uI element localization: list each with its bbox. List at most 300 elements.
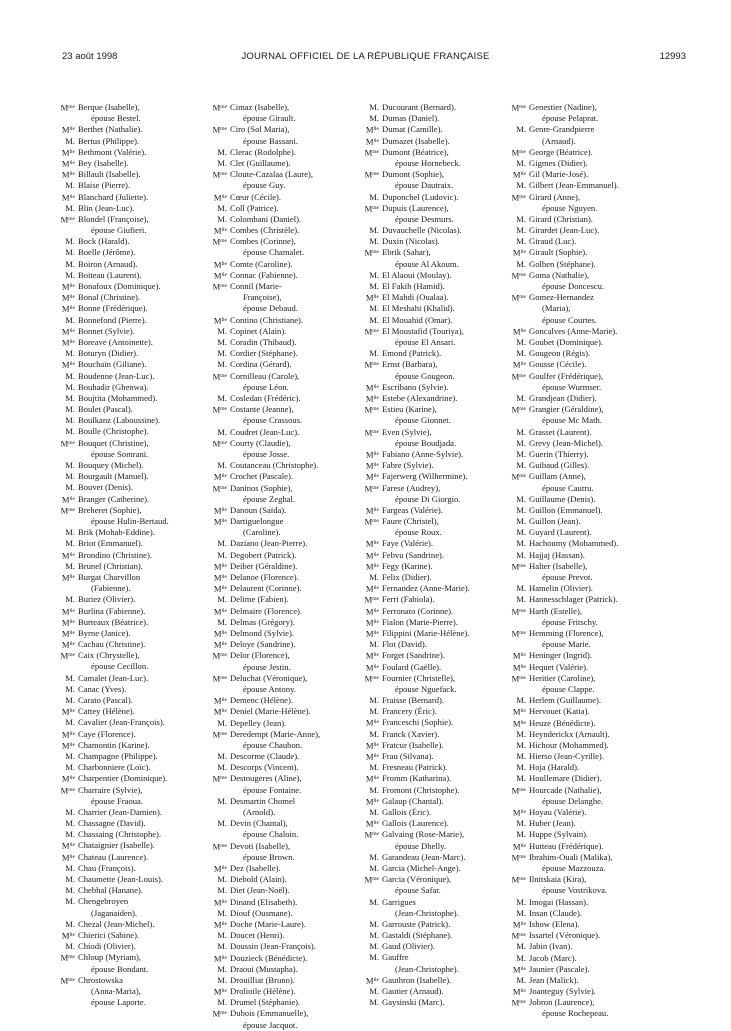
civility-suffix: me bbox=[372, 484, 379, 491]
civility-title-text: M. bbox=[217, 337, 227, 348]
civility-title-text: M. bbox=[217, 930, 227, 941]
civility-suffix: lle bbox=[221, 920, 227, 927]
civility-title-text: M. bbox=[65, 269, 75, 280]
civility-title bbox=[48, 818, 75, 829]
civility-title bbox=[48, 337, 75, 349]
civility-suffix: lle bbox=[373, 797, 379, 804]
civility-title-text: M. bbox=[369, 952, 379, 963]
civility-suffix: lle bbox=[373, 585, 379, 592]
civility-title-text: M. bbox=[65, 941, 75, 952]
person-name: Charbonniere (Loïc). bbox=[78, 762, 151, 773]
civility-title-text: M bbox=[61, 930, 70, 941]
civility-suffix: lle bbox=[69, 495, 75, 502]
civility-suffix: me bbox=[372, 876, 379, 883]
person-name: Grangier (Géraldine), bbox=[529, 404, 604, 415]
civility-title-text: M. bbox=[516, 974, 526, 985]
civility-title bbox=[200, 908, 227, 919]
civility-title bbox=[499, 583, 526, 594]
civility-suffix: me bbox=[220, 1010, 227, 1017]
civility-title bbox=[352, 606, 379, 618]
civility-title-text: M. bbox=[516, 952, 526, 963]
civility-title-text: M. bbox=[217, 616, 227, 627]
civility-title bbox=[499, 192, 526, 204]
civility-suffix: lle bbox=[520, 988, 526, 995]
civility-title-text: M. bbox=[65, 750, 75, 761]
name-continuation: épouse Jacquot. bbox=[243, 1019, 298, 1030]
civility-title bbox=[352, 897, 379, 908]
civility-title-text: M. bbox=[516, 493, 526, 504]
civility-title bbox=[499, 359, 526, 371]
person-name: Fajerwerg (Wilhermine). bbox=[382, 471, 468, 482]
civility-title-text: M bbox=[365, 617, 374, 628]
journal-title: JOURNAL OFFICIEL DE LA RÉPUBLIQUE FRANÇAISE bbox=[241, 51, 490, 62]
civility-title bbox=[352, 785, 379, 796]
civility-suffix: me bbox=[68, 506, 75, 513]
person-name: Bertus (Philippe). bbox=[78, 135, 140, 146]
civility-title-text: M. bbox=[217, 157, 227, 168]
name-continuation: (Anna-Maria), bbox=[91, 985, 141, 996]
civility-title-text: M. bbox=[516, 583, 526, 594]
civility-title-text: M bbox=[365, 751, 374, 762]
person-name: Descorme (Claude). bbox=[230, 751, 300, 762]
civility-title-text: M bbox=[365, 460, 374, 471]
civility-title bbox=[200, 371, 227, 383]
person-name: Heynderickx (Arnault). bbox=[529, 728, 610, 739]
person-name: Boudenne (Jean-Luc). bbox=[78, 370, 155, 381]
person-name: Gilbert (Jean-Emmanuel). bbox=[529, 180, 619, 191]
civility-title bbox=[48, 840, 75, 852]
person-name: Crochet (Pascale). bbox=[230, 471, 293, 482]
civility-title-text: M bbox=[61, 303, 70, 314]
civility-title-text: M bbox=[512, 919, 521, 930]
civility-title bbox=[499, 449, 526, 460]
civility-suffix: lle bbox=[69, 842, 75, 849]
civility-title-text: M. bbox=[217, 359, 227, 370]
person-name: Combes (Corinne), bbox=[230, 236, 296, 247]
civility-title-text: M. bbox=[65, 415, 75, 426]
person-name: Charpentier (Dominique). bbox=[78, 773, 168, 784]
civility-title-text: M. bbox=[217, 997, 227, 1008]
civility-suffix: me bbox=[68, 439, 75, 446]
person-name: Boulle (Christophe). bbox=[78, 426, 149, 437]
civility-title-text: M. bbox=[65, 314, 75, 325]
civility-suffix: me bbox=[519, 786, 526, 793]
civility-title-text: M bbox=[213, 561, 222, 572]
person-name: Brunel (Christian). bbox=[78, 560, 143, 571]
civility-title-text: M. bbox=[369, 348, 379, 359]
civility-title-text: M. bbox=[516, 337, 526, 348]
person-name: Heninger (Ingrid). bbox=[529, 650, 592, 661]
person-name: Delmas (Grégory). bbox=[230, 616, 295, 627]
civility-title bbox=[499, 371, 526, 383]
person-name: Boreave (Antoinette). bbox=[78, 336, 153, 347]
civility-title bbox=[352, 281, 379, 292]
civility-title-text: M bbox=[511, 606, 520, 617]
person-name: Berque (Isabelle), bbox=[78, 102, 140, 112]
civility-title-text: M bbox=[60, 952, 69, 963]
person-name: Goubet (Dominique). bbox=[529, 337, 603, 348]
person-name: Diebold (Alain). bbox=[230, 874, 287, 885]
civility-suffix: me bbox=[519, 674, 526, 681]
civility-title-text: M. bbox=[516, 124, 526, 135]
civility-title bbox=[48, 695, 75, 706]
person-name: Demenc (Hélène). bbox=[230, 695, 293, 706]
civility-suffix: me bbox=[68, 215, 75, 222]
civility-suffix: lle bbox=[69, 159, 75, 166]
civility-suffix: lle bbox=[373, 663, 379, 670]
civility-title-text: M. bbox=[65, 527, 75, 538]
civility-title bbox=[48, 852, 75, 864]
person-name: Gastaldi (Stéphane). bbox=[382, 930, 453, 941]
civility-title bbox=[48, 471, 75, 482]
civility-suffix: lle bbox=[221, 473, 227, 480]
civility-title bbox=[499, 740, 526, 751]
person-name: Houllemare (Didier). bbox=[529, 773, 602, 784]
civility-suffix: lle bbox=[221, 865, 227, 872]
civility-title-text: M. bbox=[516, 426, 526, 437]
civility-title-text: M. bbox=[217, 907, 227, 918]
name-continuation: (Fabienne). bbox=[91, 583, 131, 594]
civility-title bbox=[200, 885, 227, 896]
civility-title-text: M. bbox=[369, 102, 379, 112]
person-name: Clet (Guillaume). bbox=[230, 157, 291, 168]
civility-suffix: lle bbox=[520, 652, 526, 659]
civility-suffix: me bbox=[372, 171, 379, 178]
civility-title-text: M bbox=[61, 740, 70, 751]
civility-suffix: lle bbox=[69, 193, 75, 200]
civility-title-text: M bbox=[213, 986, 222, 997]
civility-title-text: M bbox=[212, 371, 221, 382]
person-name: Bonne (Frédérique). bbox=[78, 303, 148, 314]
civility-title bbox=[200, 863, 227, 875]
civility-title-text: M bbox=[512, 986, 521, 997]
person-name: Dumat (Camille). bbox=[382, 124, 443, 135]
civility-title-text: M bbox=[511, 192, 520, 203]
person-name: Doussin (Jean-François). bbox=[230, 941, 316, 952]
person-name: Briot (Emmanuel). bbox=[78, 538, 143, 549]
person-name: Guillaume (Denis). bbox=[529, 493, 596, 504]
civility-title bbox=[48, 684, 75, 695]
civility-title bbox=[200, 102, 227, 114]
civility-suffix: me bbox=[519, 607, 526, 614]
person-name: Heritier (Caroline), bbox=[529, 672, 596, 683]
civility-suffix: lle bbox=[221, 227, 227, 234]
civility-suffix: lle bbox=[373, 462, 379, 469]
civility-title-text: M. bbox=[217, 325, 227, 336]
civility-title-text: M. bbox=[65, 717, 75, 728]
name-continuation: épouse Fraoua. bbox=[91, 795, 144, 806]
person-name: Blin (Jean-Luc). bbox=[78, 202, 135, 213]
person-name: Blanchard (Juliette). bbox=[78, 191, 149, 202]
civility-suffix: me bbox=[519, 193, 526, 200]
civility-title-text: M. bbox=[65, 683, 75, 694]
person-name: Herlem (Guillaume). bbox=[529, 695, 602, 706]
civility-title bbox=[352, 236, 379, 247]
civility-title bbox=[48, 247, 75, 258]
civility-title bbox=[499, 829, 526, 840]
civility-title bbox=[352, 315, 379, 326]
person-name: Chloup (Myriam), bbox=[78, 952, 142, 963]
civility-title bbox=[352, 393, 379, 405]
person-name: Doche (Marie-Laure). bbox=[230, 918, 306, 929]
civility-title bbox=[499, 471, 526, 483]
civility-title bbox=[352, 505, 379, 517]
civility-suffix: lle bbox=[221, 562, 227, 569]
civility-title bbox=[352, 818, 379, 830]
civility-title-text: M bbox=[365, 740, 374, 751]
civility-title bbox=[48, 773, 75, 785]
civility-suffix: lle bbox=[221, 506, 227, 513]
civility-suffix: me bbox=[220, 372, 227, 379]
person-name: Drolioile (Hélène). bbox=[230, 986, 296, 997]
civility-title-text: M bbox=[212, 404, 221, 415]
civility-title bbox=[352, 382, 379, 394]
civility-title bbox=[352, 113, 379, 124]
civility-title bbox=[352, 695, 379, 706]
name-continuation: épouse Debaud. bbox=[243, 303, 298, 314]
civility-title bbox=[200, 572, 227, 584]
civility-title bbox=[48, 426, 75, 437]
civility-title bbox=[352, 427, 379, 439]
person-name: Chezal (Jean-Michel). bbox=[78, 918, 155, 929]
civility-title-text: M bbox=[364, 147, 373, 158]
civility-title-text: M bbox=[365, 393, 374, 404]
civility-title bbox=[48, 751, 75, 762]
person-name: Ilnitskaia (Kira), bbox=[529, 874, 587, 885]
civility-suffix: lle bbox=[373, 394, 379, 401]
civility-suffix: lle bbox=[221, 193, 227, 200]
civility-title bbox=[352, 807, 379, 818]
civility-suffix: me bbox=[372, 674, 379, 681]
civility-title bbox=[48, 326, 75, 338]
person-name: Chrostowska bbox=[78, 974, 123, 985]
person-name: Goncalves (Anne-Marie). bbox=[529, 325, 618, 336]
civility-title bbox=[200, 192, 227, 204]
civility-title-text: M bbox=[511, 292, 520, 303]
person-name: Genre-Grandpierre bbox=[529, 124, 595, 135]
name-continuation: épouse Antony. bbox=[243, 683, 296, 694]
person-name: Goma (Nathalie), bbox=[529, 269, 590, 280]
person-name: Fargeas (Valérie). bbox=[382, 504, 443, 515]
civility-title-text: M. bbox=[65, 135, 75, 146]
civility-title bbox=[352, 986, 379, 997]
person-name: Guibaud (Gilles). bbox=[529, 460, 590, 471]
person-name: Duvauchelle (Nicolas). bbox=[382, 225, 462, 236]
civility-title-text: M bbox=[61, 852, 70, 863]
civility-title bbox=[48, 561, 75, 572]
name-continuation: épouse Fontaine. bbox=[243, 784, 302, 795]
civility-suffix: lle bbox=[373, 719, 379, 726]
name-continuation: (Caroline). bbox=[243, 527, 281, 538]
name-continuation: épouse Al Akoum. bbox=[395, 258, 459, 269]
civility-suffix: me bbox=[220, 171, 227, 178]
civility-title bbox=[499, 841, 526, 853]
person-name: Chassagne (David). bbox=[78, 818, 146, 829]
civility-suffix: lle bbox=[69, 294, 75, 301]
person-name: Jean (Malick). bbox=[529, 974, 579, 985]
civility-title bbox=[48, 303, 75, 315]
civility-suffix: me bbox=[372, 428, 379, 435]
person-name: Faye (Valérie). bbox=[382, 538, 434, 549]
civility-title-text: M. bbox=[516, 213, 526, 224]
civility-title-text: M bbox=[212, 281, 221, 292]
civility-title bbox=[200, 326, 227, 337]
civility-title bbox=[352, 852, 379, 863]
civility-title bbox=[200, 393, 227, 404]
civility-title bbox=[499, 606, 526, 618]
person-name: Depelley (Jean). bbox=[230, 717, 287, 728]
civility-title-text: M bbox=[511, 874, 520, 885]
person-name: El Alaoui (Moulay). bbox=[382, 269, 452, 280]
civility-title-text: M. bbox=[516, 516, 526, 527]
civility-title bbox=[352, 136, 379, 148]
name-continuation: épouse Fritschy. bbox=[542, 616, 598, 627]
civility-title bbox=[499, 650, 526, 662]
person-name: Bouquey (Michel). bbox=[78, 460, 144, 471]
civility-suffix: me bbox=[220, 842, 227, 849]
civility-title-text: M. bbox=[369, 236, 379, 247]
civility-suffix: me bbox=[519, 473, 526, 480]
civility-title bbox=[48, 158, 75, 170]
person-name: Chataignier (Isabelle). bbox=[78, 840, 155, 851]
civility-title-text: M bbox=[212, 236, 221, 247]
civility-title-text: M bbox=[213, 516, 222, 527]
civility-suffix: lle bbox=[373, 753, 379, 760]
civility-title-text: M bbox=[512, 326, 521, 337]
civility-suffix: lle bbox=[520, 249, 526, 256]
person-name: Ducourant (Bernard). bbox=[382, 102, 456, 112]
civility-title-text: M bbox=[364, 483, 373, 493]
civility-title bbox=[200, 606, 227, 618]
person-name: Dumont (Béatrice), bbox=[382, 146, 449, 157]
civility-title bbox=[48, 874, 75, 885]
name-continuation: épouse Hornebeck. bbox=[395, 157, 461, 168]
person-name: Delor (Florence), bbox=[230, 650, 290, 661]
civility-title-text: M. bbox=[65, 862, 75, 873]
civility-title bbox=[499, 986, 526, 998]
name-continuation: épouse Chaloin. bbox=[243, 829, 299, 840]
civility-title bbox=[499, 505, 526, 516]
civility-suffix: lle bbox=[69, 148, 75, 155]
civility-title bbox=[352, 997, 379, 1008]
civility-suffix: lle bbox=[520, 809, 526, 816]
person-name: Estieu (Karine), bbox=[382, 404, 437, 415]
civility-suffix: lle bbox=[373, 137, 379, 144]
civility-title-text: M. bbox=[369, 639, 379, 650]
civility-title-text: M bbox=[61, 326, 70, 337]
person-name: Goulfer (Frédérique), bbox=[529, 370, 603, 381]
person-name: Bonnet (Sylvie). bbox=[78, 325, 135, 336]
civility-suffix: me bbox=[519, 406, 526, 413]
name-continuation: épouse Clappe. bbox=[542, 683, 595, 694]
civility-title-text: M bbox=[512, 662, 521, 673]
civility-title bbox=[499, 102, 526, 114]
civility-title-text: M bbox=[61, 706, 70, 717]
civility-title bbox=[48, 460, 75, 471]
person-name: El Fakih (Hamid). bbox=[382, 281, 445, 292]
civility-title bbox=[352, 348, 379, 359]
civility-suffix: lle bbox=[69, 853, 75, 860]
person-name: Devin (Chantal), bbox=[230, 818, 288, 829]
civility-suffix: me bbox=[519, 629, 526, 636]
civility-title-text: M bbox=[512, 169, 521, 180]
civility-title bbox=[48, 404, 75, 415]
civility-title bbox=[48, 203, 75, 214]
civility-title-text: M bbox=[511, 673, 520, 684]
person-name: Garandeau (Jean-Marc). bbox=[382, 851, 466, 862]
person-name: Burlina (Fabienne). bbox=[78, 605, 146, 616]
person-name: Hannesschlager (Patrick). bbox=[529, 594, 618, 605]
name-continuation: épouse Cautru. bbox=[542, 482, 594, 493]
person-name: Chau (François). bbox=[78, 862, 136, 873]
civility-title-text: M bbox=[212, 650, 221, 661]
person-name: Gaysinski (Marc). bbox=[382, 997, 445, 1008]
civility-title-text: M. bbox=[369, 113, 379, 124]
civility-title bbox=[352, 751, 379, 763]
civility-title-text: M bbox=[213, 706, 222, 717]
civility-title bbox=[499, 270, 526, 282]
person-name: Franceschi (Sophie). bbox=[382, 717, 454, 728]
civility-title bbox=[48, 147, 75, 159]
civility-title bbox=[48, 952, 75, 964]
civility-title bbox=[48, 941, 75, 952]
civility-title bbox=[499, 292, 526, 304]
civility-suffix: lle bbox=[520, 171, 526, 178]
person-name: Ebrik (Sahar), bbox=[382, 247, 431, 258]
civility-title-text: M. bbox=[65, 471, 75, 482]
name-continuation: épouse Nguefack. bbox=[395, 683, 457, 694]
civility-suffix: lle bbox=[69, 305, 75, 312]
civility-title bbox=[200, 953, 227, 965]
civility-title-text: M. bbox=[516, 829, 526, 840]
civility-title-text: M. bbox=[217, 549, 227, 560]
civility-title-text: M bbox=[213, 953, 222, 964]
civility-title-text: M bbox=[365, 505, 374, 516]
name-continuation: épouse Safar. bbox=[395, 885, 441, 896]
civility-title-text: M bbox=[512, 706, 521, 717]
person-name: Cordina (Gérard). bbox=[230, 359, 292, 370]
civility-title bbox=[499, 427, 526, 438]
person-name: Champagne (Philippe). bbox=[78, 750, 158, 761]
civility-title-text: M bbox=[213, 863, 222, 874]
civility-suffix: lle bbox=[373, 629, 379, 636]
civility-title bbox=[499, 941, 526, 952]
person-name: Guillam (Anne), bbox=[529, 471, 586, 482]
name-continuation: épouse Boudjada. bbox=[395, 437, 457, 448]
civility-title-text: M. bbox=[369, 706, 379, 717]
page-header bbox=[0, 51, 731, 65]
name-continuation: épouse Pelaprat. bbox=[542, 113, 599, 124]
civility-title bbox=[48, 829, 75, 840]
person-name: Bonnefond (Pierre). bbox=[78, 314, 147, 325]
name-continuation: épouse Cecillon. bbox=[91, 661, 149, 672]
civility-suffix: me bbox=[68, 954, 75, 961]
person-name: Giraud (Luc). bbox=[529, 236, 577, 247]
name-continuation: épouse Roux. bbox=[395, 527, 442, 538]
civility-title-text: M bbox=[365, 628, 374, 639]
person-name: Gougeon (Régis). bbox=[529, 348, 591, 359]
person-name: Danoun (Saïda). bbox=[230, 504, 287, 515]
person-name: Delanoe (Florence). bbox=[230, 572, 299, 583]
civility-title bbox=[499, 897, 526, 908]
civility-title bbox=[48, 482, 75, 493]
civility-title bbox=[200, 550, 227, 561]
civility-title-text: M. bbox=[516, 594, 526, 605]
civility-title bbox=[499, 527, 526, 538]
person-name: Estebe (Alexandrine). bbox=[382, 392, 458, 403]
person-name: Gauthron (Isabelle). bbox=[382, 974, 452, 985]
person-name: Costante (Jeanne), bbox=[230, 404, 294, 415]
